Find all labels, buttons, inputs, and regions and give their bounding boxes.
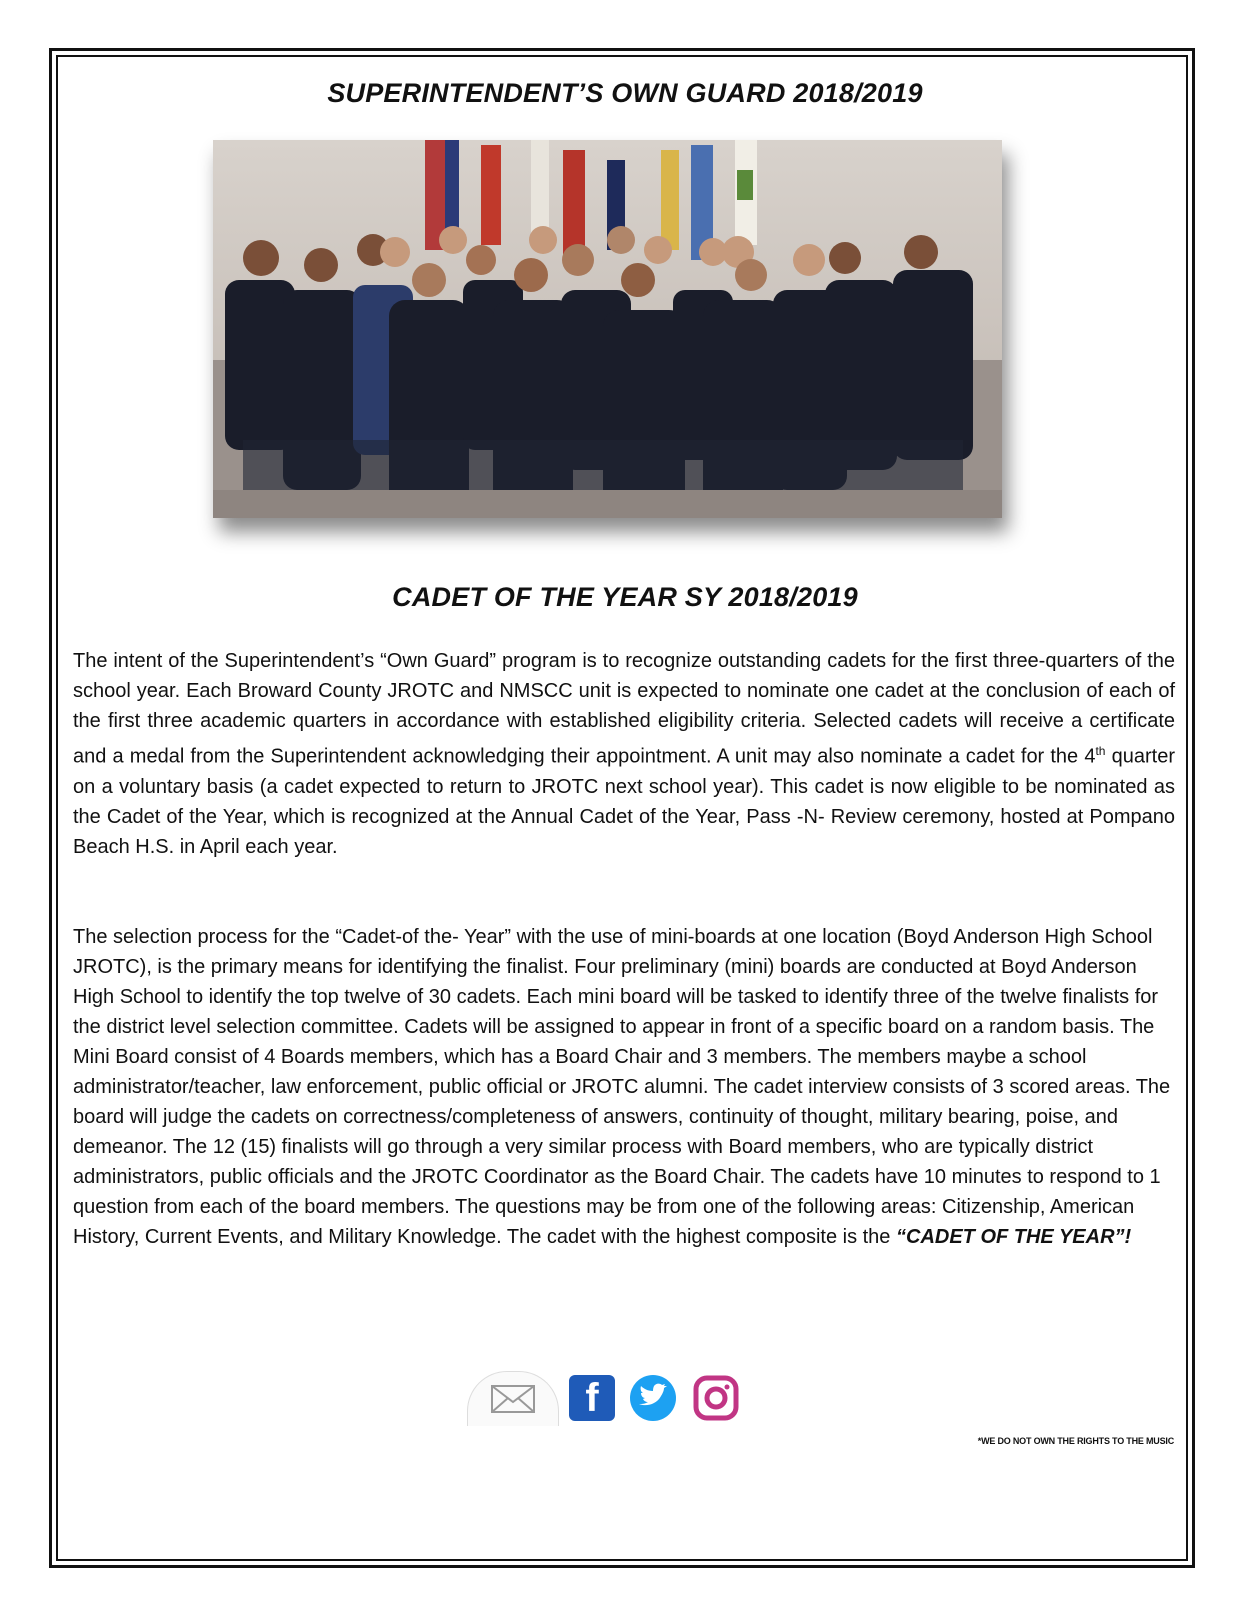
- intro-paragraph-text-continued: quarter on a voluntary basis (a cadet expected to return to JROTC next school year). This cadet is now eligible to be nominated as the Cadet of the Year, which is recognized at the Annual Cadet of the Year, Pass -N- Review ceremony, hosted at Pompano Beach H.S. in April each year.: [73, 745, 1175, 858]
- facebook-icon[interactable]: f: [569, 1375, 615, 1421]
- twitter-icon[interactable]: [625, 1374, 681, 1422]
- intro-paragraph: [73, 646, 1175, 862]
- selection-process-text: The selection process for the “Cadet-of the- Year” with the use of mini-boards at one location (Boyd Anderson High School JROTC), is the primary means for identifying the finalist. Four preliminary (mini) boards are conducted at Boyd Anderson High School to identify the top twelve of 30 cadets. Each mini board will be tasked to identify three of the twelve finalists for the district level selection committee. Cadets will be assigned to appear in front of a specific board on a random basis. The Mini Board consist of 4 Boards members, which has a Board Chair and 3 members. The members maybe a school administrator/teacher, law enforcement, public official or JROTC alumni. The cadet interview consists of 3 scored areas. The board will judge the cadets on correctness/completeness of answers, continuity of thought, military bearing, poise, and demeanor. The 12 (15) finalists will go through a very similar process with Board members, who are typically district administrators, public officials and the JROTC Coordinator as the Board Chair. The cadets have 10 minutes to respond to 1 question from each of the board members. The questions may be from one of the following areas: Citizenship, American History, Current Events, and Military Knowledge. The cadet with the highest composite is the: [73, 926, 1171, 1248]
- ordinal-suffix: th: [1095, 744, 1106, 758]
- group-photo-illustration: [213, 140, 1002, 518]
- selection-process-paragraph: [73, 922, 1175, 1252]
- mail-icon[interactable]: [467, 1371, 559, 1426]
- music-rights-disclaimer: *WE DO NOT OWN THE RIGHTS TO THE MUSIC: [977, 1436, 1174, 1446]
- group-photo: [213, 140, 1002, 518]
- cadet-of-year-emphasis: “CADET OF THE YEAR”!: [896, 1226, 1132, 1248]
- instagram-icon[interactable]: [691, 1373, 741, 1423]
- section-title: CADET OF THE YEAR SY 2018/2019: [392, 582, 858, 612]
- intro-paragraph-text: The intent of the Superintendent’s “Own Guard” program is to recognize outstanding cadets for the first three-quarters of the school year. Each Broward County JROTC and NMSCC unit is expected to nominate one cadet at the conclusion of each of the first three academic quarters in accordance with established eligibility criteria. Selected cadets will receive a certificate and a medal from the Superintendent acknowledging their appointment. A unit may also nominate a cadet for the 4: [73, 650, 1175, 768]
- page-title: SUPERINTENDENT’S OWN GUARD 2018/2019: [327, 78, 923, 108]
- social-icons: [467, 1370, 741, 1426]
